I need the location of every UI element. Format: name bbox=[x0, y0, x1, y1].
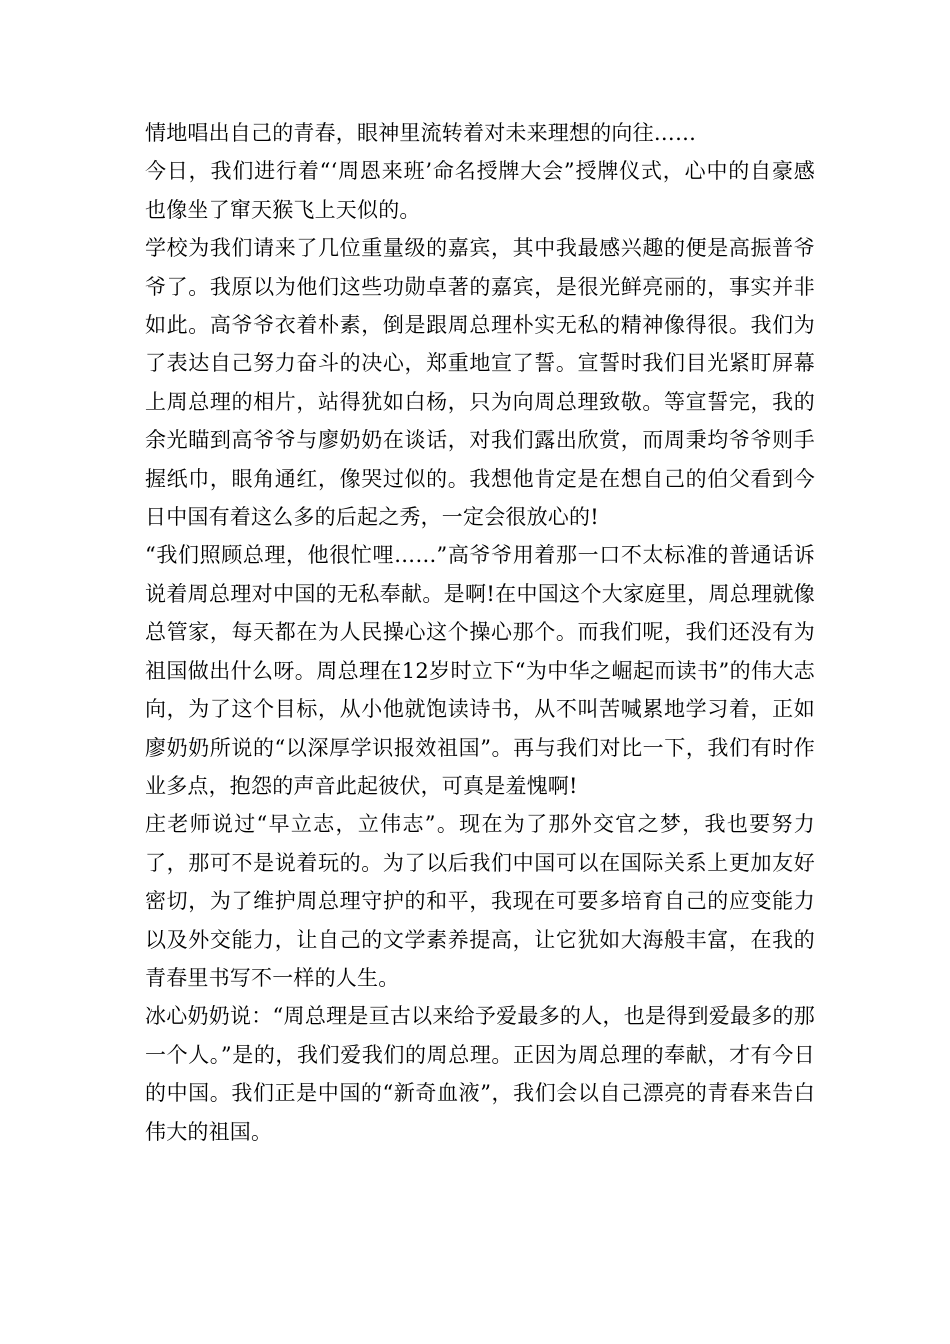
paragraph-2: 今日，我们进行着“‘周恩来班’命名授牌大会”授牌仪式，心中的自豪感也像坐了窜天猴飞上天似的。 bbox=[145, 159, 815, 222]
paragraph-6: 冰心奶奶说：“周总理是亘古以来给予爱最多的人，也是得到爱最多的那一个人。”是的，我们爱我们的周总理。正因为周总理的奉献，才有今日的中国。我们正是中国的“新奇血液”，我们会以自己漂亮的青春来告白伟大的祖国。 bbox=[145, 1004, 815, 1144]
paragraph-1: 情地唱出自己的青春，眼神里流转着对未来理想的向往…… bbox=[145, 121, 697, 145]
paragraph-4: “我们照顾总理，他很忙哩……”高爷爷用着那一口不太标准的普通话诉说着周总理对中国的无私奉献。是啊!在中国这个大家庭里，周总理就像总管家，每天都在为人民操心这个操心那个。而我们呢，我们还没有为祖国做出什么呀。周总理在12岁时立下“为中华之崛起而读书”的伟大志向，为了这个目标，从小他就饱读诗书，从不叫苦喊累地学习着，正如廖奶奶所说的“以深厚学识报效祖国”。再与我们对比一下，我们有时作业多点，抱怨的声音此起彼伏，可真是羞愧啊! bbox=[145, 543, 815, 798]
paragraph-3: 学校为我们请来了几位重量级的嘉宾，其中我最感兴趣的便是高振普爷爷了。我原以为他们这些功勋卓著的嘉宾，是很光鲜亮丽的，事实并非如此。高爷爷衣着朴素，倒是跟周总理朴实无私的精神像得很。我们为了表达自己努力奋斗的决心，郑重地宣了誓。宣誓时我们目光紧盯屏幕上周总理的相片，站得犹如白杨，只为向周总理致敬。等宣誓完，我的余光瞄到高爷爷与廖奶奶在谈话，对我们露出欣赏，而周秉均爷爷则手握纸巾，眼角通红，像哭过似的。我想他肯定是在想自己的伯父看到今日中国有着这么多的后起之秀，一定会很放心的! bbox=[145, 236, 815, 530]
paragraph-5: 庄老师说过“早立志，立伟志”。现在为了那外交官之梦，我也要努力了，那可不是说着玩的。为了以后我们中国可以在国际关系上更加友好密切，为了维护周总理守护的和平，我现在可要多培育自己的应变能力以及外交能力，让自己的文学素养提高，让它犹如大海般丰富，在我的青春里书写不一样的人生。 bbox=[145, 812, 815, 990]
document-body bbox=[145, 114, 815, 1151]
